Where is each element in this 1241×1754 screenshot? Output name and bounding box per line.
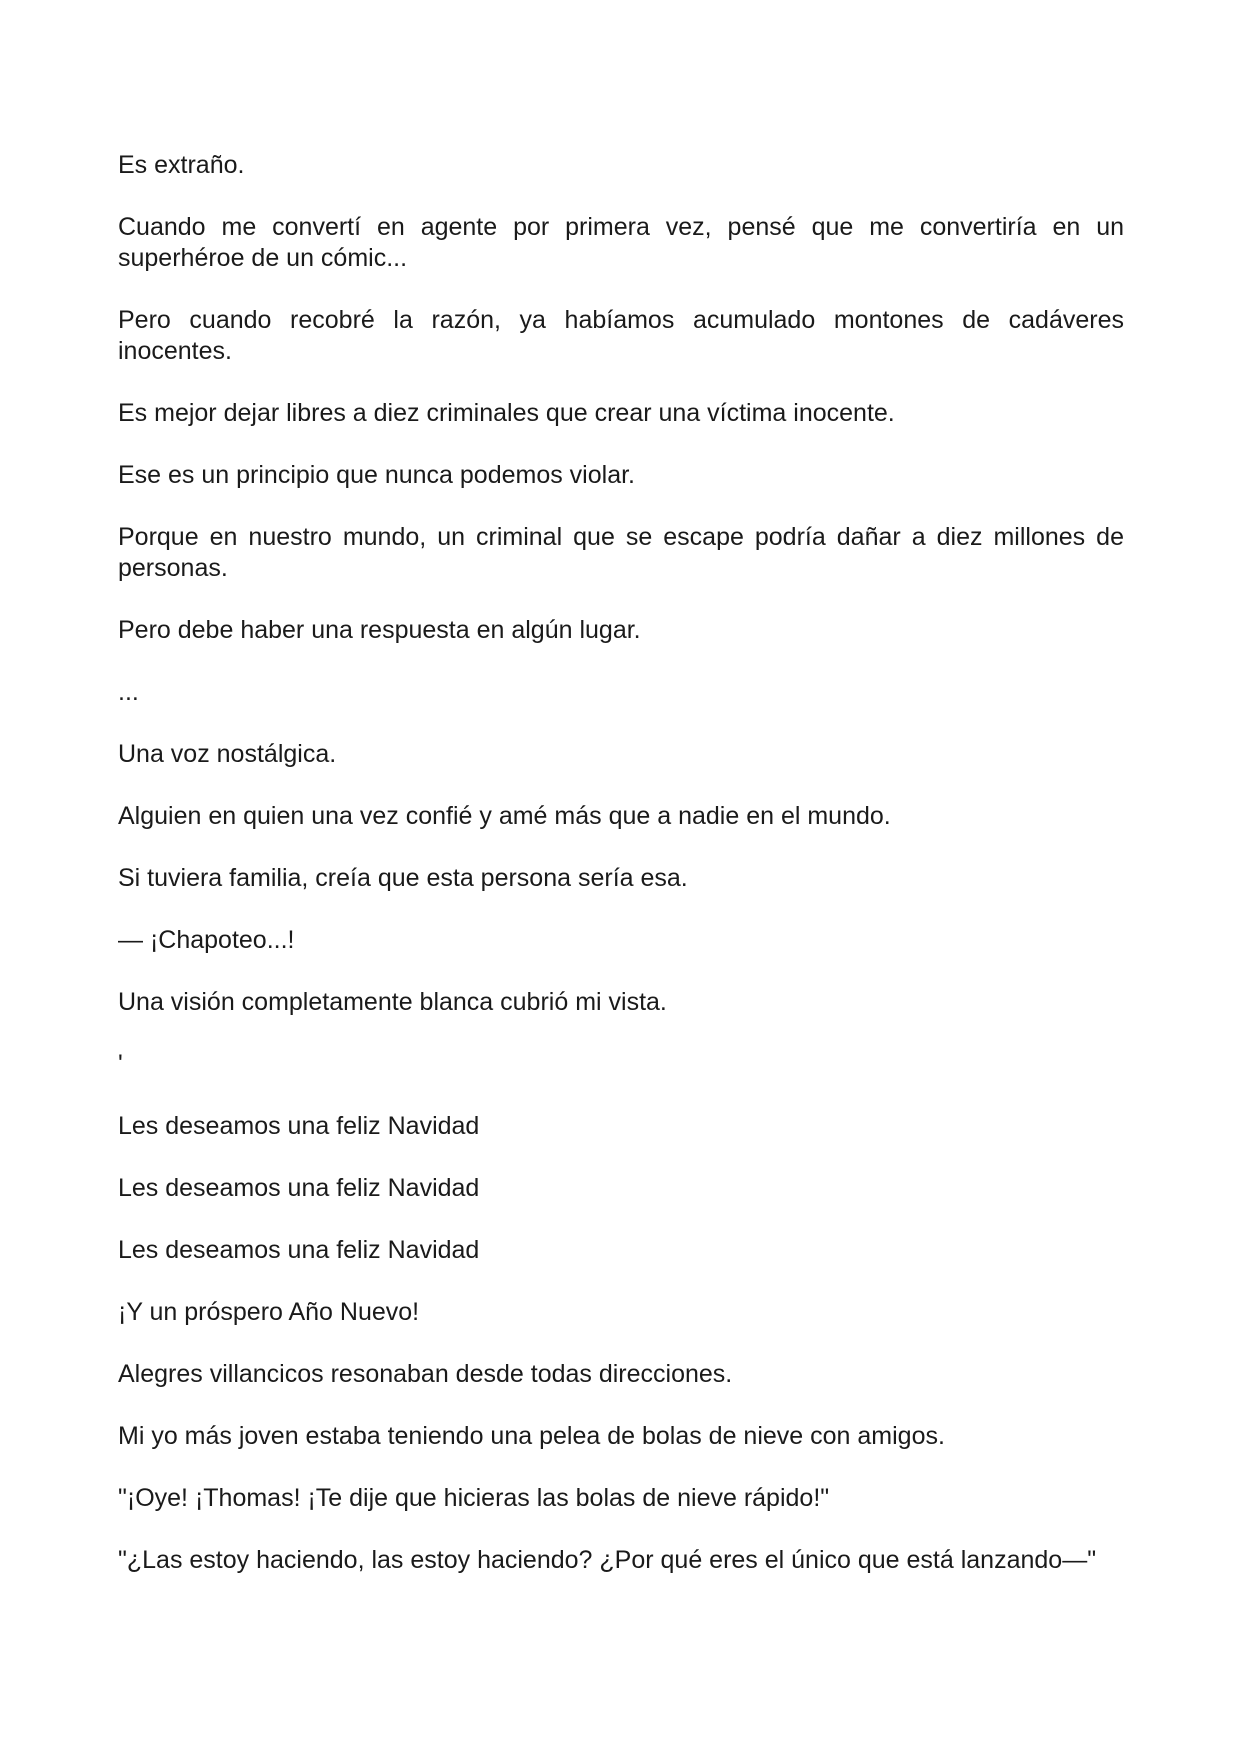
dialogue-line: — ¡Chapoteo...! — [118, 926, 295, 954]
dialogue-line: "¿Las estoy haciendo, las estoy haciendo? ¿Por qué eres el único que está lanzando—" — [118, 1546, 1097, 1574]
song-line: Les deseamos una feliz Navidad — [118, 1174, 480, 1202]
paragraph: Una visión completamente blanca cubrió mi vista. — [118, 988, 667, 1016]
ellipsis-separator: ... — [118, 678, 139, 706]
paragraph: Si tuviera familia, creía que esta persona sería esa. — [118, 864, 688, 892]
paragraph: Alegres villancicos resonaban desde todas direcciones. — [118, 1360, 733, 1388]
paragraph: Mi yo más joven estaba teniendo una pelea de bolas de nieve con amigos. — [118, 1422, 945, 1450]
song-line: Les deseamos una feliz Navidad — [118, 1112, 480, 1140]
paragraph: Ese es un principio que nunca podemos violar. — [118, 461, 635, 489]
document-body — [118, 150, 1124, 1607]
paragraph: Porque en nuestro mundo, un criminal que se escape podría dañar a diez millones de personas. — [118, 523, 1124, 582]
scene-break-mark: ' — [118, 1050, 123, 1078]
song-line: ¡Y un próspero Año Nuevo! — [118, 1298, 420, 1326]
paragraph: Cuando me convertí en agente por primera vez, pensé que me convertiría en un superhéroe de un cómic... — [118, 213, 1124, 272]
paragraph: Alguien en quien una vez confié y amé más que a nadie en el mundo. — [118, 802, 891, 830]
paragraph: Es extraño. — [118, 151, 245, 179]
paragraph: Una voz nostálgica. — [118, 740, 337, 768]
paragraph: Pero debe haber una respuesta en algún lugar. — [118, 616, 641, 644]
paragraph: Es mejor dejar libres a diez criminales que crear una víctima inocente. — [118, 399, 895, 427]
song-line: Les deseamos una feliz Navidad — [118, 1236, 480, 1264]
dialogue-line: "¡Oye! ¡Thomas! ¡Te dije que hicieras las bolas de nieve rápido!" — [118, 1484, 830, 1512]
paragraph: Pero cuando recobré la razón, ya habíamos acumulado montones de cadáveres inocentes. — [118, 306, 1124, 365]
